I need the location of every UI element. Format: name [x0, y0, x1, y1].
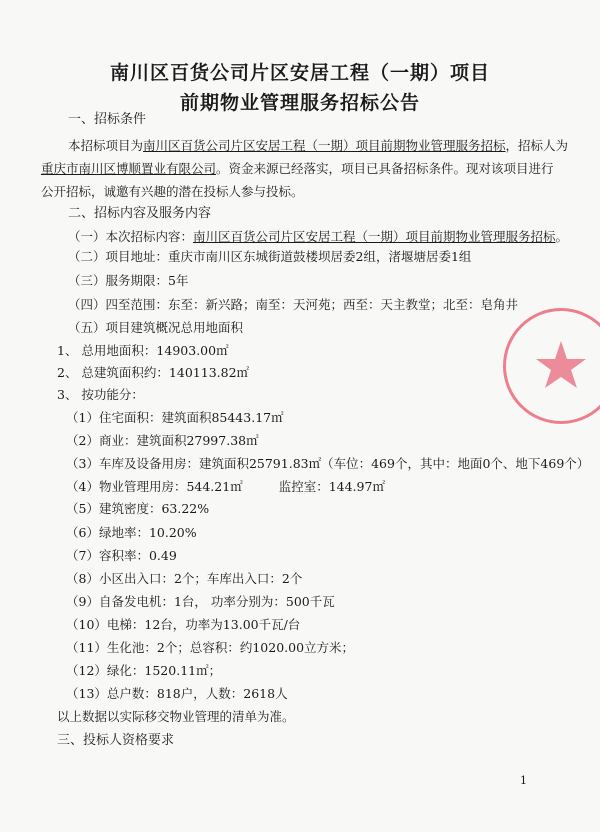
item-5: （五）项目建筑概况总用地面积 — [68, 320, 244, 335]
function-item-4 — [66, 479, 385, 495]
para1-suffix: ，招标人为 — [505, 138, 569, 153]
function-item-13: （13）总户数：818户，人数：2618人 — [66, 686, 288, 701]
function-item-2: （2）商业：建筑面积27997.38㎡ — [66, 433, 259, 448]
total-building-area: 2、 总建筑面积约：140113.82㎡ — [57, 365, 250, 380]
section-3-heading: 三、投标人资格要求 — [57, 733, 175, 748]
para1-prefix: 本招标项目为 — [68, 138, 144, 153]
para1-line2 — [41, 161, 554, 177]
monitoring-room: 监控室：144.97㎡ — [278, 479, 385, 494]
item1-suffix: 。 — [555, 229, 569, 244]
page-number: 1 — [520, 774, 527, 787]
item-1 — [68, 229, 568, 245]
section-1-heading: 一、招标条件 — [68, 112, 147, 127]
item-2: （二）项目地址：重庆市南川区东城街道鼓楼坝居委2组，渚堰塘居委1组 — [68, 249, 472, 264]
property-management-room: （4）物业管理用房：544.21㎡ — [66, 479, 243, 494]
tenderer-name: 重庆市南川区博顺置业有限公司 — [41, 161, 217, 176]
section-2-heading: 二、招标内容及服务内容 — [68, 206, 212, 221]
by-function-heading: 3、 按功能分： — [57, 387, 144, 402]
function-item-6: （6）绿地率：10.20% — [66, 525, 197, 540]
project-name-link: 南川区百货公司片区安居工程（一期）项目前期物业管理服务招标 — [143, 138, 506, 153]
title-line-1: 南川区百货公司片区安居工程（一期）项目 — [109, 62, 490, 84]
function-item-3: （3）车库及设备用房：建筑面积25791.83㎡（车位：469个，其中：地面0个、地下469个） — [66, 456, 590, 471]
function-item-10: （10）电梯：12台，功率为13.00千瓦/台 — [66, 617, 301, 632]
function-item-9: （9）自备发电机：1台， 功率分别为：500千瓦 — [66, 594, 335, 609]
function-item-1: （1）住宅面积：建筑面积85443.17㎡ — [66, 410, 284, 425]
function-item-11: （11）生化池：2个；总容积：约1020.00立方米； — [66, 640, 355, 655]
para1-line1 — [68, 138, 568, 154]
seal-star-icon — [506, 311, 600, 421]
data-note: 以上数据以实际移交物业管理的清单为准。 — [57, 709, 295, 724]
total-land-area: 1、 总用地面积：14903.00㎡ — [57, 343, 229, 358]
item1-prefix: （一）本次招标内容： — [68, 229, 194, 244]
item1-project-name: 南川区百货公司片区安居工程（一期）项目前期物业管理服务招标 — [193, 229, 556, 244]
function-item-12: （12）绿化：1520.11㎡； — [66, 663, 222, 678]
company-seal — [503, 308, 600, 424]
para1-line3: 公开招标，诚邀有兴趣的潜在投标人参与投标。 — [41, 184, 304, 199]
function-item-8: （8）小区出入口：2个；车库出入口：2个 — [66, 571, 303, 586]
item-3: （三）服务期限：5年 — [68, 273, 189, 288]
para1-line2-text: 。资金来源已经落实，项目已具备招标条件。现对该项目进行 — [216, 161, 554, 176]
title-line-2: 前期物业管理服务招标公告 — [179, 92, 420, 114]
item-4: （四）四至范围：东至：新兴路；南至：天河苑；西至：天主教堂；北至：皂角井 — [68, 297, 519, 312]
function-item-5: （5）建筑密度：63.22% — [66, 501, 210, 516]
function-item-7: （7）容积率：0.49 — [66, 548, 177, 563]
